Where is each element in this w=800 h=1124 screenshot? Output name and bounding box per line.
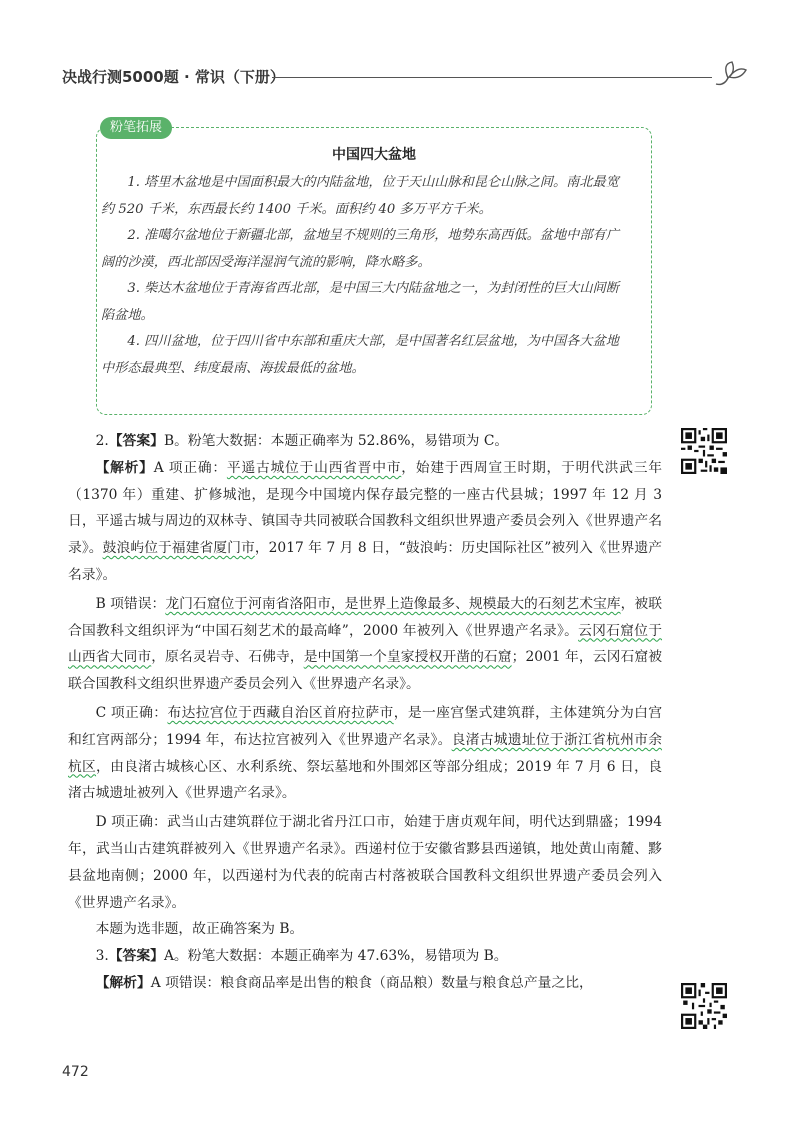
answer-label: 【答案】: [108, 433, 164, 449]
answer-section: [68, 428, 662, 997]
q3-option-a: 【解析】A 项错误：粮食商品率是出售的粮食（商品粮）数量与粮食总产量之比，: [95, 974, 593, 991]
answer-label: 【答案】: [108, 948, 164, 965]
q2-answer: 2.【答案】B。粉笔大数据：本题正确率为 52.86%，易错项为 C。: [95, 433, 509, 449]
q2-conclusion: 本题为选非题，故正确答案为 B。: [95, 921, 304, 938]
running-header: [62, 64, 752, 88]
book-title: 决战行测5000题 · 常识（下册）: [62, 68, 285, 86]
qr-code-icon[interactable]: [681, 983, 727, 1029]
header-rule: [272, 77, 712, 78]
analysis-label: 【解析】: [95, 459, 154, 476]
extension-title: 中国四大盆地: [332, 147, 416, 163]
analysis-label: 【解析】: [95, 974, 151, 991]
q3-answer: 3.【答案】A。粉笔大数据：本题正确率为 47.63%，易错项为 B。: [95, 948, 508, 965]
q2-option-d: D 项正确：武当山古建筑群位于湖北省丹江口市，始建于唐贞观年间，明代达到鼎盛；1994 年，武当山古建筑群被列入《世界遗产名录》。西递村位于安徽省黟县西递镇，地处黄山南麓、黟县盆地南侧；2000 年，以西递村为代表的皖南古村落被联合国教科文组织世界遗产委员会列入《世界遗产名录》。: [68, 814, 662, 911]
sprout-icon: [710, 58, 750, 92]
basin-item: 4. 四川盆地，位于四川省中东部和重庆大部，是中国著名红层盆地，为中国各大盆地中形态最典型、纬度最南、海拔最低的盆地。: [101, 334, 619, 376]
qr-code-icon[interactable]: [681, 428, 727, 474]
basin-item: 1. 塔里木盆地是中国面积最大的内陆盆地，位于天山山脉和昆仑山脉之间。南北最宽约 520 千米，东西最长约 1400 千米。面积约 40 多万平方千米。: [101, 175, 619, 217]
q2-option-b: B 项错误：龙门石窟位于河南省洛阳市，是世界上造像最多、规模最大的石刻艺术宝库，被联合国教科文组织评为“中国石刻艺术的最高峰”，2000 年被列入《世界遗产名录》。云冈石窟位于山西省大同市，原名灵岩寺、石佛寺，是中国第一个皇家授权开凿的石窟；2001 年，云冈石窟被联合国教科文组织世界遗产委员会列入《世界遗产名录》。: [68, 595, 663, 693]
q2-option-c: C 项正确：布达拉宫位于西藏自治区首府拉萨市，是一座宫堡式建筑群，主体建筑分为白宫和红宫两部分；1994 年，布达拉宫被列入《世界遗产名录》。良渚古城遗址位于浙江省杭州市余杭区，由良渚古城核心区、水利系统、祭坛墓地和外围郊区等部分组成；2019 年 7 月 6 日，良渚古城遗址被列入《世界遗产名录》。: [68, 704, 663, 802]
basin-item: 2. 准噶尔盆地位于新疆北部，盆地呈不规则的三角形，地势东高西低。盆地中部有广阔的沙漠，西北部因受海洋湿润气流的影响，降水略多。: [101, 228, 619, 270]
basin-item: 3. 柴达木盆地位于青海省西北部，是中国三大内陆盆地之一，为封闭性的巨大山间断陷盆地。: [101, 281, 619, 323]
q2-option-a: 【解析】A 项正确：平遥古城位于山西省晋中市，始建于西周宣王时期，于明代洪武三年（1370 年）重建、扩修城池，是现今中国境内保存最完整的一座古代县城；1997 年 12 月 3 日，平遥古城与周边的双林寺、镇国寺共同被联合国教科文组织世界遗产委员会列入《世界遗产名录》。鼓浪屿位于福建省厦门市，2017 年 7 月 8 日，“鼓浪屿：历史国际社区”被列入《世界遗产名录》。: [68, 459, 663, 583]
page-number: 472: [62, 1064, 89, 1080]
extension-body: [101, 170, 631, 382]
extension-tag: 粉笔拓展: [100, 117, 172, 139]
